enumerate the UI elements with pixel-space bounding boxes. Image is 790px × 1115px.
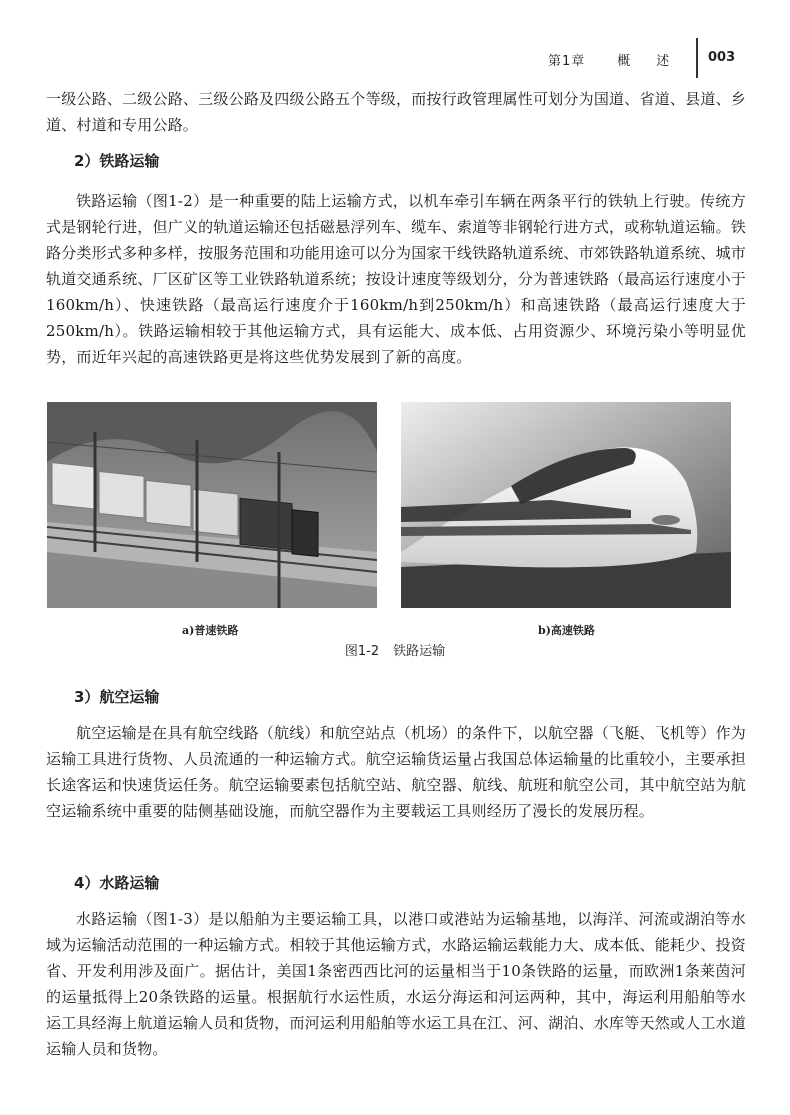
section-heading-air: 3）航空运输 xyxy=(74,688,160,706)
figure-title: 铁路运输 xyxy=(393,644,446,659)
section-body-water: 水路运输（图1-3）是以船舶为主要运输工具，以港口或港站为运输基地，以海洋、河流或湖泊等水域为运输活动范围的一种运输方式。相较于其他运输方式，水路运输运载能力大、成本低、能耗少、投资省、开发利用涉及面广。据估计，美国1条密西西比河的运量相当于10条铁路的运量，而欧洲1条莱茵河的运量抵得上20条铁路的运量。根据航行水运性质，水运分海运和河运两种，其中，海运利用船舶等水运工具经海上航道运输人员和货物，而河运利用船舶等水运工具在江、河、湖泊、水库等天然或人工水道运输人员和货物。 xyxy=(46,910,746,1058)
figure-number: 图1-2 xyxy=(344,644,380,659)
section-body-rail: 铁路运输（图1-2）是一种重要的陆上运输方式，以机车牵引车辆在两条平行的铁轨上行驶。传统方式是钢轮行进，但广义的轨道运输还包括磁悬浮列车、缆车、索道等非钢轮行进方式，或称轨道运输。铁路分类形式多种多样，按服务范围和功能用途可以分为国家干线铁路轨道系统、市郊铁路轨道系统、城市轨道交通系统、厂区矿区等工业铁路轨道系统；按设计速度等级划分，分为普速铁路（最高运行速度小于160km/h）、快速铁路（最高运行速度介于160km/h到250km/h）和高速铁路（最高运行速度大于250km/h）。铁路运输相较于其他运输方式，具有运能大、成本低、占用资源少、环境污染小等明显优势，而近年兴起的高速铁路更是将这些优势发展到了新的高度。 xyxy=(46,192,746,366)
photo-high-speed-train xyxy=(401,402,731,608)
section-body-air: 航空运输是在具有航空线路（航线）和航空站点（机场）的条件下，以航空器（飞艇、飞机等）作为运输工具进行货物、人员流通的一种运输方式。航空运输货运量占我国总体运输量的比重较小，主要承担长途客运和快速货运任务。航空运输要素包括航空站、航空器、航线、航班和航空公司，其中航空站为航空运输系统中重要的陆侧基础设施，而航空器作为主要载运工具则经历了漫长的发展历程。 xyxy=(46,724,746,820)
header-divider xyxy=(696,38,698,78)
page-number: 003 xyxy=(708,50,736,65)
intro-paragraph: 一级公路、二级公路、三级公路及四级公路五个等级，而按行政管理属性可划分为国道、省道、县道、乡道、村道和专用公路。 xyxy=(46,90,746,134)
figure-caption xyxy=(0,640,790,659)
section-heading-rail: 2）铁路运输 xyxy=(74,152,160,170)
photo-conventional-train xyxy=(47,402,377,608)
subfigure-caption-b: b)高速铁路 xyxy=(538,624,595,637)
section-heading-water: 4）水路运输 xyxy=(74,874,160,892)
chapter-title: 概述 xyxy=(617,54,696,69)
chapter-label: 第1章 xyxy=(548,54,586,69)
subfigure-caption-a: a)普速铁路 xyxy=(182,624,239,637)
running-header xyxy=(548,50,736,69)
